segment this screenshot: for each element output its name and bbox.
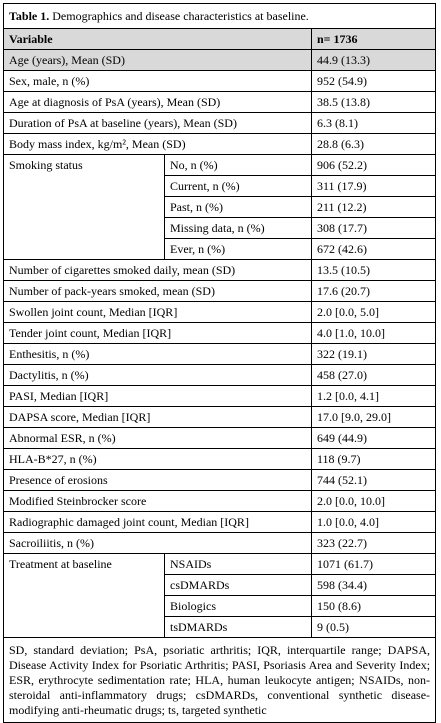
table-caption [4, 4, 436, 29]
baseline-table-container [3, 3, 435, 723]
table-row [4, 365, 436, 386]
table-row [4, 71, 436, 92]
row-label: Radiographic damaged joint count, Median [IQR] [4, 512, 312, 533]
table-row [4, 92, 436, 113]
row-value: 28.8 (6.3) [312, 134, 436, 155]
table-footnote: SD, standard deviation; PsA, psoriatic arthritis; IQR, interquartile range; DAPSA, Disease Activity Index for Psoriatic Arthritis; PASI, Psoriasis Area and Severity Index; ESR, erythrocyte sedimentation rate; HLA, human leukocyte antigen; NSAIDs, non-steroidal anti-inflammatory drugs; csDMARDs, conventional synthetic disease-modifying anti-rheumatic drugs; ts, targeted synthetic [4, 638, 436, 723]
row-value: 38.5 (13.8) [312, 92, 436, 113]
table-row [4, 344, 436, 365]
table-row [4, 50, 436, 71]
table-caption-label: Table 1. [9, 9, 50, 23]
treatment-sub-label: tsDMARDs [165, 617, 312, 638]
row-value: 4.0 [1.0, 10.0] [312, 323, 436, 344]
smoking-sub-value: 672 (42.6) [312, 239, 436, 260]
row-label: Tender joint count, Median [IQR] [4, 323, 312, 344]
treatment-sub-label: NSAIDs [165, 554, 312, 575]
row-value: 323 (22.7) [312, 533, 436, 554]
baseline-characteristics-table [3, 3, 436, 723]
treatment-sub-label: Biologics [165, 596, 312, 617]
row-label: Body mass index, kg/m², Mean (SD) [4, 134, 312, 155]
table-row [4, 113, 436, 134]
row-label: Number of pack-years smoked, mean (SD) [4, 281, 312, 302]
row-value: 17.6 (20.7) [312, 281, 436, 302]
smoking-row [4, 155, 436, 176]
smoking-sub-value: 311 (17.9) [312, 176, 436, 197]
smoking-sub-label: No, n (%) [165, 155, 312, 176]
row-value: 6.3 (8.1) [312, 113, 436, 134]
row-value: 13.5 (10.5) [312, 260, 436, 281]
row-label: Number of cigarettes smoked daily, mean (SD) [4, 260, 312, 281]
table-row [4, 512, 436, 533]
row-label: PASI, Median [IQR] [4, 386, 312, 407]
smoking-sub-label: Missing data, n (%) [165, 218, 312, 239]
row-value: 2.0 [0.0, 5.0] [312, 302, 436, 323]
row-value: 952 (54.9) [312, 71, 436, 92]
treatment-group-label: Treatment at baseline [4, 554, 165, 638]
table-row [4, 470, 436, 491]
row-value: 2.0 [0.0, 10.0] [312, 491, 436, 512]
smoking-sub-label: Past, n (%) [165, 197, 312, 218]
row-label: Sacroiliitis, n (%) [4, 533, 312, 554]
row-value: 458 (27.0) [312, 365, 436, 386]
row-label: Abnormal ESR, n (%) [4, 428, 312, 449]
table-row [4, 260, 436, 281]
header-sample-size: n= 1736 [312, 29, 436, 50]
smoking-sub-label: Ever, n (%) [165, 239, 312, 260]
treatment-row [4, 554, 436, 575]
table-row [4, 407, 436, 428]
table-header-row [4, 29, 436, 50]
treatment-sub-value: 1071 (61.7) [312, 554, 436, 575]
table-caption-text: Demographics and disease characteristics at baseline. [49, 9, 309, 23]
row-value: 118 (9.7) [312, 449, 436, 470]
row-label: Modified Steinbrocker score [4, 491, 312, 512]
row-value: 1.0 [0.0, 4.0] [312, 512, 436, 533]
table-row [4, 302, 436, 323]
table-row [4, 386, 436, 407]
row-value: 44.9 (13.3) [312, 50, 436, 71]
row-label: Age (years), Mean (SD) [4, 50, 312, 71]
row-label: HLA-B*27, n (%) [4, 449, 312, 470]
row-label: Age at diagnosis of PsA (years), Mean (SD) [4, 92, 312, 113]
row-value: 322 (19.1) [312, 344, 436, 365]
row-value: 1.2 [0.0, 4.1] [312, 386, 436, 407]
smoking-sub-value: 308 (17.7) [312, 218, 436, 239]
row-label: Dactylitis, n (%) [4, 365, 312, 386]
row-label: DAPSA score, Median [IQR] [4, 407, 312, 428]
treatment-sub-value: 9 (0.5) [312, 617, 436, 638]
table-row [4, 491, 436, 512]
footnote-row [4, 638, 436, 723]
table-row [4, 449, 436, 470]
treatment-sub-value: 598 (34.4) [312, 575, 436, 596]
table-row [4, 533, 436, 554]
smoking-group-label: Smoking status [4, 155, 165, 260]
treatment-sub-value: 150 (8.6) [312, 596, 436, 617]
smoking-sub-value: 906 (52.2) [312, 155, 436, 176]
row-label: Duration of PsA at baseline (years), Mean (SD) [4, 113, 312, 134]
table-row [4, 428, 436, 449]
row-value: 649 (44.9) [312, 428, 436, 449]
row-label: Enthesitis, n (%) [4, 344, 312, 365]
row-value: 744 (52.1) [312, 470, 436, 491]
table-row [4, 323, 436, 344]
table-row [4, 281, 436, 302]
smoking-sub-label: Current, n (%) [165, 176, 312, 197]
table-row [4, 134, 436, 155]
row-label: Swollen joint count, Median [IQR] [4, 302, 312, 323]
row-label: Sex, male, n (%) [4, 71, 312, 92]
smoking-sub-value: 211 (12.2) [312, 197, 436, 218]
treatment-sub-label: csDMARDs [165, 575, 312, 596]
row-label: Presence of erosions [4, 470, 312, 491]
row-value: 17.0 [9.0, 29.0] [312, 407, 436, 428]
header-variable: Variable [4, 29, 312, 50]
table-caption-row [4, 4, 436, 29]
